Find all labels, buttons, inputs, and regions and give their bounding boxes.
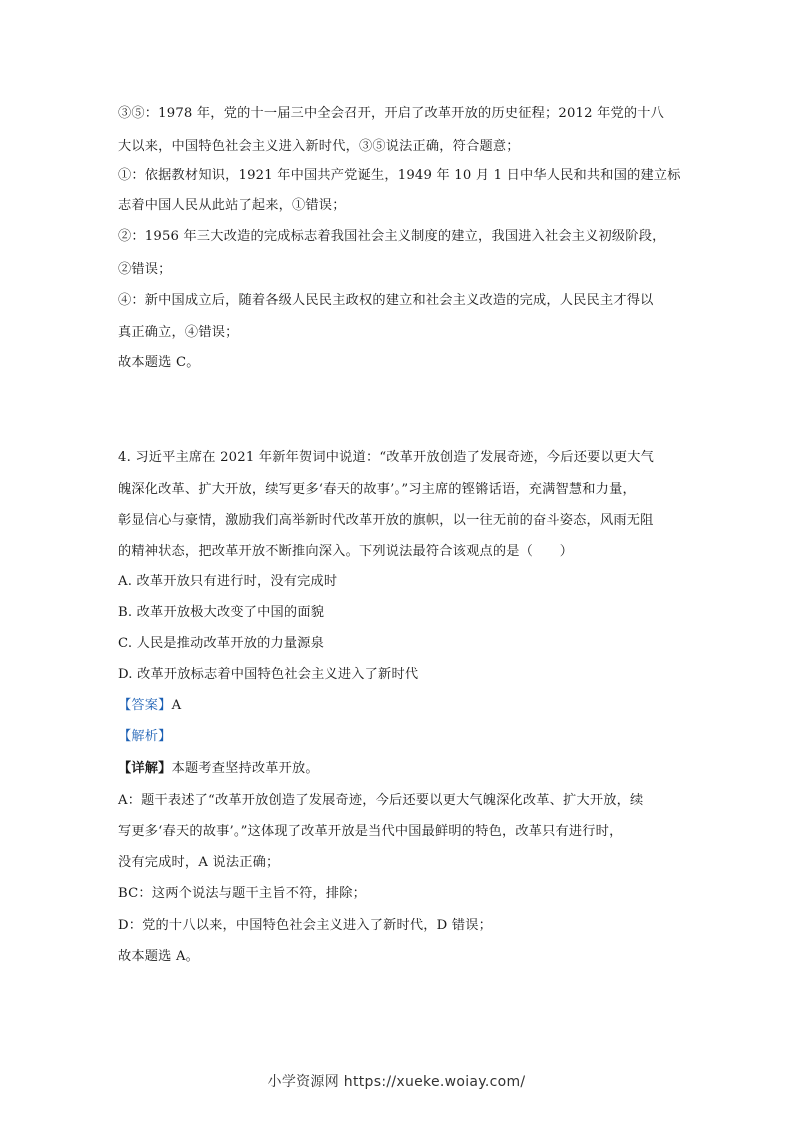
analysis-row <box>118 728 693 746</box>
option-d: D. 改革开放标志着中国特色社会主义进入了新时代 <box>118 667 419 682</box>
option-c: C. 人民是推动改革开放的力量源泉 <box>118 636 325 651</box>
prev-explanation-line: ①：依据教材知识，1921 年中国共产党诞生，1949 年 10 月 1 日中华人民和共和国的建立标 <box>118 168 681 183</box>
footer-watermark: 小学资源网 https://xueke.woiay.com/ <box>267 1074 526 1090</box>
explanation-line: BC：这两个说法与题干主旨不符，排除； <box>118 886 367 901</box>
prev-explanation-line: 志着中国人民从此站了起来，①错误； <box>118 198 346 213</box>
prev-explanation-line: ④：新中国成立后，随着各级人民民主政权的建立和社会主义改造的完成，人民民主才得以 <box>118 293 654 308</box>
answer-value: A <box>171 698 182 713</box>
question-stem-line: 彰显信心与豪情，激励我们高举新时代改革开放的旗帜，以一往无前的奋斗姿态，风雨无阻 <box>118 513 654 528</box>
prev-explanation-line: 大以来，中国特色社会主义进入新时代，③⑤说法正确，符合题意； <box>118 139 520 154</box>
answer-tag: 【答案】 <box>118 698 172 713</box>
explanation-line: 没有完成时，A 说法正确； <box>118 855 280 870</box>
detail-text: 本题考查坚持改革开放。 <box>171 761 319 776</box>
detail-tag: 【详解】 <box>118 761 172 776</box>
prev-explanation-line: ③⑤：1978 年，党的十一届三中全会召开，开启了改革开放的历史征程；2012 年党的十八 <box>118 106 665 121</box>
answer-row <box>118 697 693 715</box>
option-a: A. 改革开放只有进行时，没有完成时 <box>118 574 338 589</box>
explanation-line: A：题干表述了“改革开放创造了发展奇迹，今后还要以更大气魄深化改革、扩大开放，续 <box>118 793 644 808</box>
prev-conclusion: 故本题选 C。 <box>118 355 200 370</box>
analysis-tag: 【解析】 <box>118 729 172 744</box>
prev-explanation-line: ②：1956 年三大改造的完成标志着我国社会主义制度的建立，我国进入社会主义初级阶段， <box>118 229 666 244</box>
question-stem-line: 的精神状态，把改革开放不断推向深入。下列说法最符合该观点的是（ ） <box>118 544 574 559</box>
detail-row <box>118 760 693 778</box>
explanation-line: D：党的十八以来，中国特色社会主义进入了新时代，D 错误； <box>118 918 493 933</box>
explanation-line: 写更多‘春天的故事’。”这体现了改革开放是当代中国最鲜明的特色，改革只有进行时， <box>118 824 623 839</box>
explanation-conclusion: 故本题选 A。 <box>118 949 200 964</box>
option-b: B. 改革开放极大改变了中国的面貌 <box>118 605 325 620</box>
question-stem-line: 4. 习近平主席在 2021 年新年贺词中说道：“改革开放创造了发展奇迹，今后还要以更大气 <box>118 450 655 465</box>
prev-explanation-line: ②错误； <box>118 262 172 277</box>
prev-explanation-line: 真正确立，④错误； <box>118 325 239 340</box>
question-stem-line: 魄深化改革、扩大开放，续写更多‘春天的故事’。”习主席的铿锵话语，充满智慧和力量， <box>118 482 636 497</box>
